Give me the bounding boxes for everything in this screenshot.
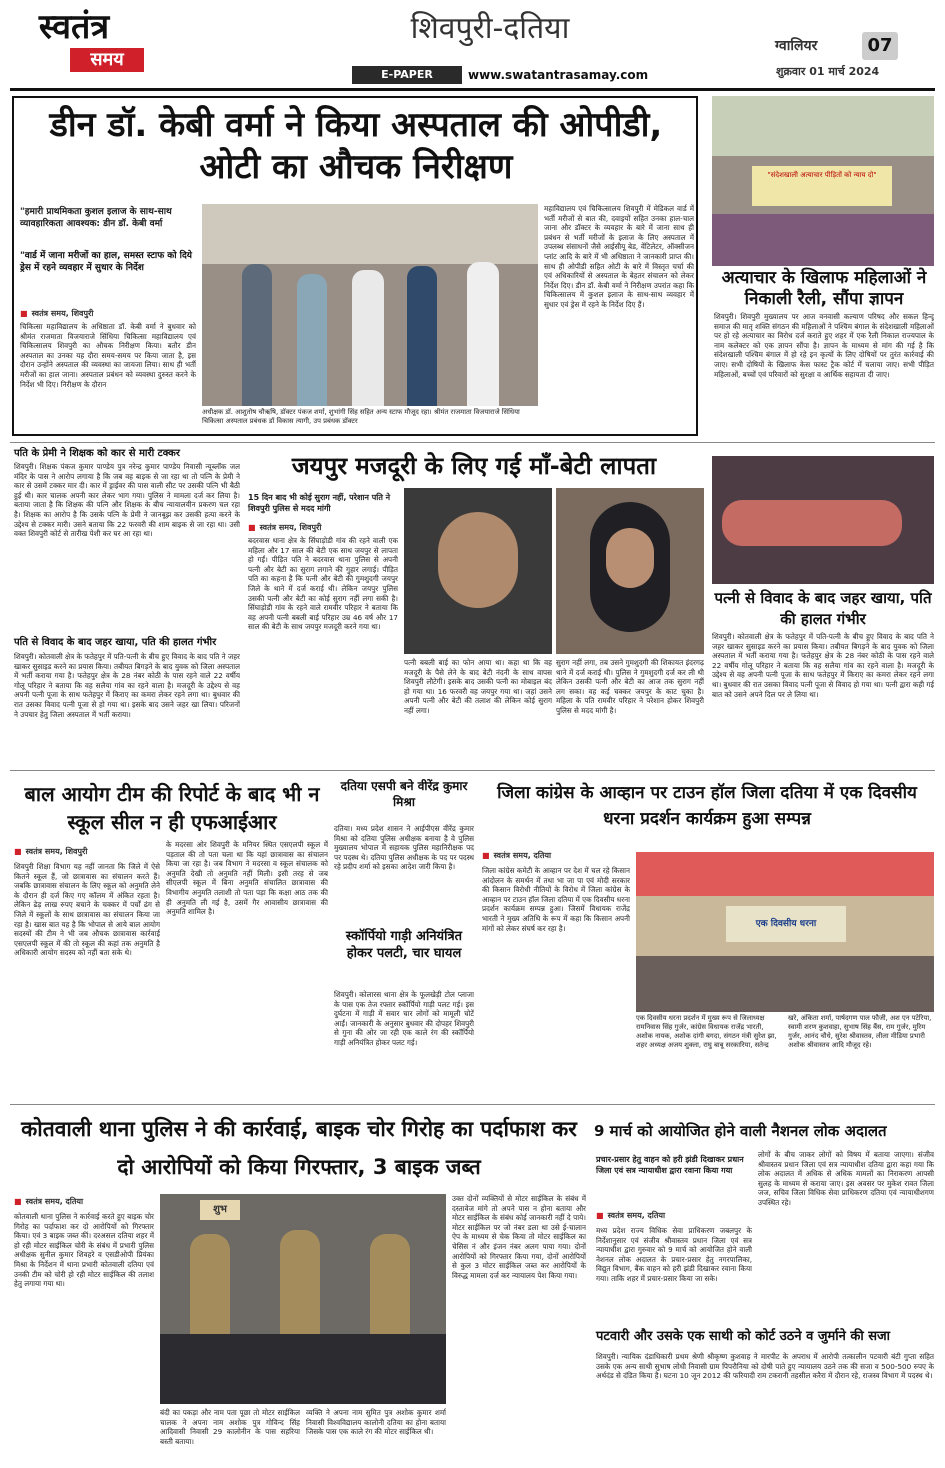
hospital-photo (202, 204, 538, 406)
lok-adalat-byline: ■ स्वतंत्र समय, दतिया (596, 1210, 752, 1221)
congress-body: जिला कांग्रेस कमेटी के आव्हान पर देश में चल रहे किसान आंदोलन के समर्थन में तथा भा जा पा एवं मोदी सरकार की किसान विरोधी नीतियों के विरोध में जिला कांग्रेस के आव्हान पर टाउन हॉल जिला दतिया में एक दिवसीय धरना प्रदर्शन कार्यक्रम सम्पन्न हुआ। जिसमें विधायक राजेंद्र भारती ने मुख्य अतिथि के रूप में कहा कि किसान अपनी मांगों को लेकर संघर्ष कर रहा है। (482, 866, 630, 933)
rally-headline: अत्याचार के खिलाफ महिलाओं ने निकाली रैली, सौंपा ज्ञापन (721, 268, 927, 309)
poison-headline-left: पति से विवाद के बाद जहर खाया, पति की हालत गंभीर (14, 637, 217, 648)
daughter-photo (556, 488, 704, 654)
missing-body-col3: सुराग नहीं लगा, तब उसने गुमशुदगी की शिकायत इंदरगढ़ थाने में दर्ज कराई थी। पुलिस ने गुमशुदगी दर्ज कर ली थी लेकिन उसकी पत्नी और बेटी का आज तक सुराग नहीं लग सका। वह कई चक्कर जयपुर के काट चुका है। महिला के पति रामवीर परिहार ने परेशान होकर शिवपुरी पुलिस से मदद मांगी है। (556, 658, 704, 715)
protest-caption-1: एक दिवसीय धरना प्रदर्शन में मुख्य रूप से जिलाध्यक्ष रामनिवास सिंह गुर्जर, कांग्रेस विधायक राजेंद्र भारती, अशोक नायक, अशोक दांगी बगदा, संगठन मंत्री सुरेश झा, शहर अध्यक्ष अजय शुक्ला, राघु बाबू सरकारिया, सतेन्द्र (636, 1014, 777, 1049)
datia-sp-headline: दतिया एसपी बने वीरेंद्र कुमार मिश्रा (340, 779, 468, 809)
missing-body: बदरवास थाना क्षेत्र के सिंघाड़ोडी गांव की रहने वाली एक महिला और 17 साल की बेटी एक साथ जयपुर से लापता हो गईं। पीड़ित पति ने बदरवास थाना पुलिस से अपनी पत्नी और बेटी का सुराग लगाने की गुहार लगाई। पीड़ित पति का कहना है कि पत्नी और बेटी की गुमशुदगी जयपुर जिले के थाने में दर्ज कराई थी। लेकिन जयपुर पुलिस उसकी पत्नी और बेटी का कोई सुराग नहीं लगा सकी है। सिंघाड़ोडी गांव के रहने वाले रामवीर परिहार ने बताया कि वह अपनी पत्नी बबली बाई परिहार उम्र 46 वर्ष और 17 साल की बेटी के साथ जयपुर मजदूरी करने गया था। (248, 536, 398, 632)
protest-banner-text: एक दिवसीय धरना (755, 919, 817, 929)
lok-adalat-headline: 9 मार्च को आयोजित होने वाली नैशनल लोक अदालत (594, 1122, 887, 1140)
child-commission-body-col2: के मदरसा ओर शिवपुरी के मनियर स्थित एसएलपी स्कूल में पड़ताल की तो पता चला था कि यहां छात्रावास का संचालन किया जा रहा है। जब विभाग ने मदरसा व स्कूल संचालक को अनुमति देखी तो अनुमति नहीं मिली। इसी तरह से जब सीएलपी स्कूल में बिना अनुमति संचालित छात्रावास की विभागीय अनुमति तलाशी तो पता पड़ा कि कक्षा आठ तक की ही अनुमति ली गई है, उसमें गैर आवासीय छात्रावास की अनुमति शामिल है। (166, 840, 328, 917)
lok-adalat-subhead: प्रचार-प्रसार हेतु वाहन को हरी झंडी दिखाकर प्रधान जिला एवं सत्र न्यायाधीश द्वारा रवाना किया गया (596, 1155, 744, 1175)
poison-body-left: शिवपुरी। कोतवाली क्षेत्र के फतेहपुर में पति-पत्नी के बीच हुए विवाद के बाद पति ने जहर खाकर सुसाइड करने का प्रयास किया। तबीयत बिगड़ने के बाद युवक को जिला अस्पताल में भर्ती कराया गया है। फतेहपुर क्षेत्र के 28 नंबर कोठी के पास रहने वाले 22 वर्षीय गोलू परिहार ने बताया कि वह सलैया गांव का रहने वाला है। मजदूरी के उद्देश्य से वह अपनी पत्नी पूजा के साथ फतेहपुर में किराए का कमरा लेकर रहने लगा था। बुधवार की रात उसका विवाद पत्नी पूजा से हो गया था। इसके बाद उसने जहर खा लिया। परिजनों ने उपचार हेतु जिला अस्पताल में भर्ती कराया। (14, 652, 240, 719)
quote-1: "हमारी प्राथमिकता कुशल इलाज के साथ-साथ व्यावहारिकता आवश्यक: डीन डॉ. केबी वर्मा (20, 207, 172, 229)
edition-city: ग्वालियर (775, 38, 818, 54)
congress-byline: ■ स्वतंत्र समय, दतिया (482, 850, 632, 861)
bike-theft-headline: कोतवाली थाना पुलिस ने की कार्रवाई, बाइक चोर गिरोह का पर्दाफाश कर दो आरोपियों को किया गिरफ्तार, 3 बाइक जब्त (21, 1117, 577, 1179)
bike-theft-byline: ■ स्वतंत्र समय, दतिया (14, 1196, 154, 1207)
teacher-car-headline: पति के प्रेमी ने शिक्षक को कार से मारी टक्कर (14, 448, 180, 459)
bike-theft-caption: बंदी का पकड़ा और नाम पता पूछा तो मोटर साईकिल चालक ने अपना नाम अशोक पुत्र गोविन्द सिंह आदिवासी निवासी 29 कालोनीन के पास सहरिया बस्ती बताया। (160, 1408, 300, 1446)
missing-body-col2: पत्नी बबली बाई का फोन आया था। कहा था कि वह मजदूरी के पैसे लेने के बाद बेटी नंदनी के साथ वापस शिवपुरी लौटेगी। इसके बाद उसकी पत्नी का मोबाइल बंद हो गया था। 16 फरवरी वह जयपुर गया था। जहां उसने अपनी पत्नी और बेटी की तलाश की लेकिन कोई सुराग नहीं लगा। (404, 658, 552, 715)
headline: डीन डॉ. केबी वर्मा ने किया अस्पताल की ओपीडी, ओटी का औचक निरीक्षण (49, 105, 663, 187)
quote-2: "वार्ड में जाना मरीजों का हाल, समस्त स्टाफ को दिये ड्रेस में रहने व्यवहार में सुधार के निर्देश (20, 251, 193, 273)
child-commission-headline: बाल आयोग टीम की रिपोर्ट के बाद भी न स्कूल सील न ही एफआईआर (24, 782, 320, 834)
congress-headline: जिला कांग्रेस के आव्हान पर टाउन हॉल जिला दतिया में एक दिवसीय धरना प्रदर्शन कार्यक्रम हुआ सम्पन्न (497, 783, 917, 829)
scorpio-body: शिवपुरी। कोलारस थाना क्षेत्र के फूलखेड़ी टोल प्लाजा के पास एक तेज रफ्तार स्कॉर्पियो गाड़ी पलट गई। इस दुर्घटना में गाड़ी में सवार चार लोगों को मामूली चोटें आईं। जानकारी के अनुसार बुधवार की दोपहर शिवपुरी से गुना की ओर जा रही एक काले रंग की स्कॉर्पियो गाड़ी अनियंत्रित होकर पलट गई। (334, 990, 474, 1047)
logo-top: स्वतंत्र (38, 7, 110, 47)
bike-theft-body: कोतवाली थाना पुलिस ने कार्रवाई करते हुए बाइक चोर गिरोह का पर्दाफाश कर दो आरोपियों को गिरफ्तार किया। एवं 3 बाइक जब्त कीं। दरअसल दतिया शहर में हो रही मोटर साईकिल चोरी के संबंध में प्रभारी पुलिस अधीक्षक सुनील कुमार शिवहरे व एसडीओपी प्रियंका मिश्रा के निर्देशन में थाना प्रभारी कोतवाली दतिया एवं उनकी टीम को चोरी हो रही मोटर साईकिल की तलाश हेतु लगाया गया था। (14, 1212, 154, 1289)
edition-date: शुक्रवार 01 मार्च 2024 (776, 65, 880, 78)
rally-body: शिवपुरी। शिवपुरी मुख्यालय पर आज वनवासी कल्याण परिषद और सकल हिन्दू समाज की मातृ शक्ति संगठन की महिलाओं ने पश्चिम बंगाल के संदेशखाली महिलाओं पर हो रहे अत्याचार का विरोध दर्ज कराते हुए शहर में एक रैली निकाल राज्यपाल के नाम कलेक्टर को एक ज्ञापन सौंपा है। ज्ञापन के माध्यम से मांग की गई है कि संदेशखाली पश्चिम बंगाल में हो रहे इन कृत्यों के लिए दोषियों पर तुरंत कार्रवाई की जाए। सभी दोषियों के खिलाफ केस फास्ट ट्रैक कोर्ट में चलाया जाए। सभी पीड़ित महिलाओं, बच्चों एवं परिवारों को सुरक्षा व आर्थिक सहायता दी जाए। (714, 312, 934, 379)
article-body: चिकित्सा महाविद्यालय के अधिष्ठाता डॉ. केबी वर्मा ने बुधवार को श्रीमंत राजमाता विजयाराजे सिंधिया चिकित्सा महाविद्यालय एवं चिकित्सालय शिवपुरी का औचक निरीक्षण किया। बतौर डीन अस्पताल का उनका यह दौरा समय-समय पर किया जाता है, इस दौरान उन्होंने अस्पताल की व्यवस्था का जायजा लिया। साथ ही भर्ती मरीजों का हाल जाना। अस्पताल प्रबंधन को व्यवस्था दुरुस्त करने के निर्देश भी दिए। निरीक्षण के दौरान (20, 322, 196, 389)
page-number: 07 (862, 32, 898, 60)
article-body-col2: महाविद्यालय एवं चिकित्सालय शिवपुरी में मेडिकल वार्ड में भर्ती मरीजों से बात की, दवाइयों सहित उनका हाल-चाल जाना और डॉक्टर के व्यवहार के बारे में जाना साथ ही प्रबंधन से भर्ती मरीजों के इलाज के लिए अस्पताल में उपलब्ध संसाधनों जैसे आईसीयू बेड, वेंटिलेटर, ऑक्सीजन प्लांट आदि के बारे में भी अधिष्ठाता ने जानकारी प्राप्त की। साथ ही ओपीडी सहित ओटी के बारे में विस्तृत चर्चा की एवं अधिकारियों से अस्पताल के बेहतर संचालन को लेकर निर्देश दिए। डीन डॉ. केबी वर्मा ने निरीक्षण उपरांत कहा कि चिकित्सालय में कुशल इलाज के साथ-साथ व्यवहार में सुधार एवं ड्रेस में रहने के निर्देश दिए हैं। (544, 204, 694, 309)
poison-photo (712, 456, 934, 584)
article-dean-inspection (12, 96, 698, 436)
lok-adalat-body: मध्य प्रदेश राज्य विधिक सेवा प्राधिकरण जबलपुर के निर्देशानुसार एवं संजीव श्रीवास्तव प्रधान जिला एवं सत्र न्यायाधीश द्वारा गुरुवार को 9 मार्च को आयोजित होने वाली नेशनल लोक अदालत के प्रचार-प्रसार हेतु नगरपालिका, विद्युत विभाग, बैंक वाहन को हरी झंडी दिखाकर रवाना किया गया। ताकि शहर में प्रचार-प्रसार किया जा सके। (596, 1226, 752, 1283)
protest-banner (726, 906, 846, 942)
patwari-headline: पटवारी और उसके एक साथी को कोर्ट उठने व जुर्माने की सजा (596, 1329, 891, 1344)
rally-photo (712, 96, 934, 266)
rally-banner (752, 166, 892, 206)
missing-headline: जयपुर मजदूरी के लिए गई माँ-बेटी लापता (291, 452, 657, 480)
rally-banner-text: "संदेशखाली अत्याचार पीड़ितों को न्याय दो" (767, 171, 877, 179)
police-banner-text: शुभ (213, 1204, 227, 1215)
datia-sp-body: दतिया। मध्य प्रदेश शासन ने आईपीएस वीरेंद्र कुमार मिश्रा को दतिया पुलिस अधीक्षक बनाया है वे पुलिस मुख्यालय भोपाल में सहायक पुलिस महानिरीक्षक पद पर पदस्थ थे। दतिया पुलिस अधीक्षक के पद पर पदस्थ रहे प्रदीप शर्मा को इसका आदेश जारी किया है। (334, 824, 474, 872)
protest-caption-2: खरे, अंकिता शर्मा, पार्षदगण पाल फौजी, अश एन पटेरिया, स्वामी शरण कुशवाहा, सुभाष सिंह बैंस, राम गुर्जर, मुरिम गुर्जर, आनंद चौधे, सुरेश श्रीवास्तव, लीला मीडिया प्रभारी अशोक श्रीवास्तव आदि मौजूद रहे। (788, 1014, 932, 1049)
bike-theft-body-col3: व्यक्ति ने अपना नाम सुमित पुत्र अशोक कुमार शर्मा निवासी विश्वविद्यालय कालोनी दतिया का होना बताया जिसके पास एक काले रंग की मोटर साईकिल थी। (306, 1408, 446, 1437)
bike-theft-body-col4: उक्त दोनों व्यक्तियों से मोटर साईकिल के संबंध में दस्तावेज मांगे तो अपने पास न होना बताया और मोटर साईकिल के संबंध कोई जानकारी नहीं दे पाये। मोटर साईकिल पर जो नंबर डला था उसे ई-चालान ऐप के माध्यम से चेक किया तो मोटर साईकिल का चेसिस नं और इंजन नंबर अलग पाया गया। दोनों आरोपियों को गिरफ्तार किया गया, दोनों आरोपियों से कुल 3 मोटर साईकिल जब्त कर आरोपियों के विरुद्ध मामला दर्ज कर न्यायालय पेश किया गया। (452, 1194, 586, 1280)
lok-adalat-body-col2: लोगों के बीच जाकर लोगों को विषय में बताया जाएगा। संजीव श्रीवास्तव प्रधान जिला एवं सत्र न्यायाधीश दतिया द्वारा कहा गया कि लोक अदालत में अधिक से अधिक मामलों का निराकरण आपसी सुलह के माध्यम से कराया जाए। इस अवसर पर मुकेश रावत जिला जज, सचिव जिला विधिक सेवा प्राधिकरण दतिया एवं न्यायाधीशगण उपस्थित रहे। (758, 1150, 934, 1207)
logo-bottom: समय (70, 48, 144, 72)
scorpio-headline: स्कॉर्पियो गाड़ी अनियंत्रित होकर पलटी, चार घायल (345, 929, 463, 961)
missing-byline: ■ स्वतंत्र समय, शिवपुरी (248, 522, 398, 533)
missing-subhead: 15 दिन बाद भी कोई सुराग नहीं, परेशान पति ने शिवपुरी पुलिस से मदद मांगी (248, 493, 391, 513)
section-title: शिवपुरी-दतिया (410, 11, 570, 46)
photo-caption: अधीक्षक डॉ. आशुतोष चौऋषि, डॉक्टर पंकज शर्मा, शुभांगी सिंह सहित अन्य स्टाफ मौजूद रहा। श्रीमंत राजमाता विजयाराजे सिंधिया चिकित्सा अस्पताल प्रबंधक डॉ विकास त्यागी, उप प्रबंधक डॉक्टर (202, 408, 520, 425)
teacher-car-body: शिवपुरी। शिक्षक पंकज कुमार पाण्डेय पुत्र नरेन्द्र कुमार पाण्डेय निवासी न्यूब्लॉक जल मंदिर के पास ने आरोप लगाया है कि जब वह बाइक से जा रहा था तो पत्नि के प्रेमी ने कार से उसमें टक्कर मार दी। कार में ड्राईवर की पास वाली सीट पर उसकी पत्नि भी बैठी हुई थी। कार चालक अपनी कार लेकर भाग गया। पुलिस ने मामला दर्ज कर लिया है। बताया जाता है कि शिक्षक की पत्नि और शिक्षक के बीच न्यायालयीन प्रकरण चल रहा है। शिक्षक का आरोप है कि उसके पत्नि के प्रेमी ने जानबूझ कर उसकी हत्या करने के उद्देश्य से टक्कर मारी। उसने बताया कि 22 फरवरी की शाम बाइक से जा रहा था। उसी वक्त शिवपुरी कोर्ट से तारीख पेशी कर घर आ रहा था। (14, 462, 240, 539)
patwari-body: शिवपुरी। न्यायिक दंडाधिकारी प्रथम श्रेणी श्रीकृष्ण कुशवाह ने मारपीट के अपराध में आरोपी तत्कालीन पटवारी बंटी गुप्ता सहित उसके एक अन्य साथी सुभाष लोधी निवासी ग्राम पिपरौनिया को दोषी पाते हुए न्यायालय उठने तक की सजा व 500-500 रुपए के अर्थदंड से दंडित किया है। घटना 10 जून 2012 की फरियादी राम टकरानी तहसील करैरा में दौरान रहे, राजस्व विभाग में पदस्थ थे। (596, 1352, 934, 1381)
child-commission-body: शिवपुरी शिक्षा विभाग यह नहीं जानता कि जिले में ऐसे कितने स्कूल हैं, जो छात्रावास का संचालन करते हैं। जबकि छात्रावास संचालन के लिए स्कूल को अनुमति लेने के दौरान ही दर्ज किए गए कॉलम में अंकित रहता है। लेकिन ढेड़ लाख रुपए बचाने के चक्कर में पर्चों ढंग से जिले में स्कूलों के साथ छात्रावास का संचालन किया जा रहा है। खास बात यह है कि भोपाल से आये बाल आयोग सदस्यों की टीम ने भी जब औचक छात्रावास कार्रवाई एसएलपी स्कूल में की तो स्कूल की कहां तक अनुमति है अधिकारी आयोग सदस्य को नहीं बता सके थे। (14, 862, 160, 958)
byline: ■ स्वतंत्र समय, शिवपुरी (20, 308, 196, 319)
website-url[interactable]: www.swatantrasamay.com (468, 68, 649, 82)
police-photo (160, 1194, 446, 1404)
child-commission-byline: ■ स्वतंत्र समय, शिवपुरी (14, 846, 164, 857)
epaper-badge: E-PAPER (352, 66, 462, 84)
masthead-rule (10, 88, 935, 91)
poison-body: शिवपुरी। कोतवाली क्षेत्र के फतेहपुर में पति-पत्नी के बीच हुए विवाद के बाद पति ने जहर खाकर सुसाइड करने का प्रयास किया। तबीयत बिगड़ने के बाद युवक को जिला अस्पताल में भर्ती कराया गया है। फतेहपुर क्षेत्र के 28 नंबर कोठी के पास रहने वाले 22 वर्षीय गोलू परिहार ने बताया कि वह सलैया गांव का रहने वाला है। मजदूरी के उद्देश्य से वह अपनी पत्नी पूजा के साथ फतेहपुर में किराए का कमरा लेकर रहने लगा था। बुधवार की रात उसका विवाद पत्नी पूजा से विवाद हो गया था। पत्नी द्वारा कही गई बात को उसने अपने दिल पर ले लिया था। (712, 632, 934, 699)
poison-headline: पत्नी से विवाद के बाद जहर खाया, पति की हालत गंभीर (714, 589, 932, 628)
protest-photo (636, 852, 934, 1012)
mother-photo (404, 488, 552, 654)
